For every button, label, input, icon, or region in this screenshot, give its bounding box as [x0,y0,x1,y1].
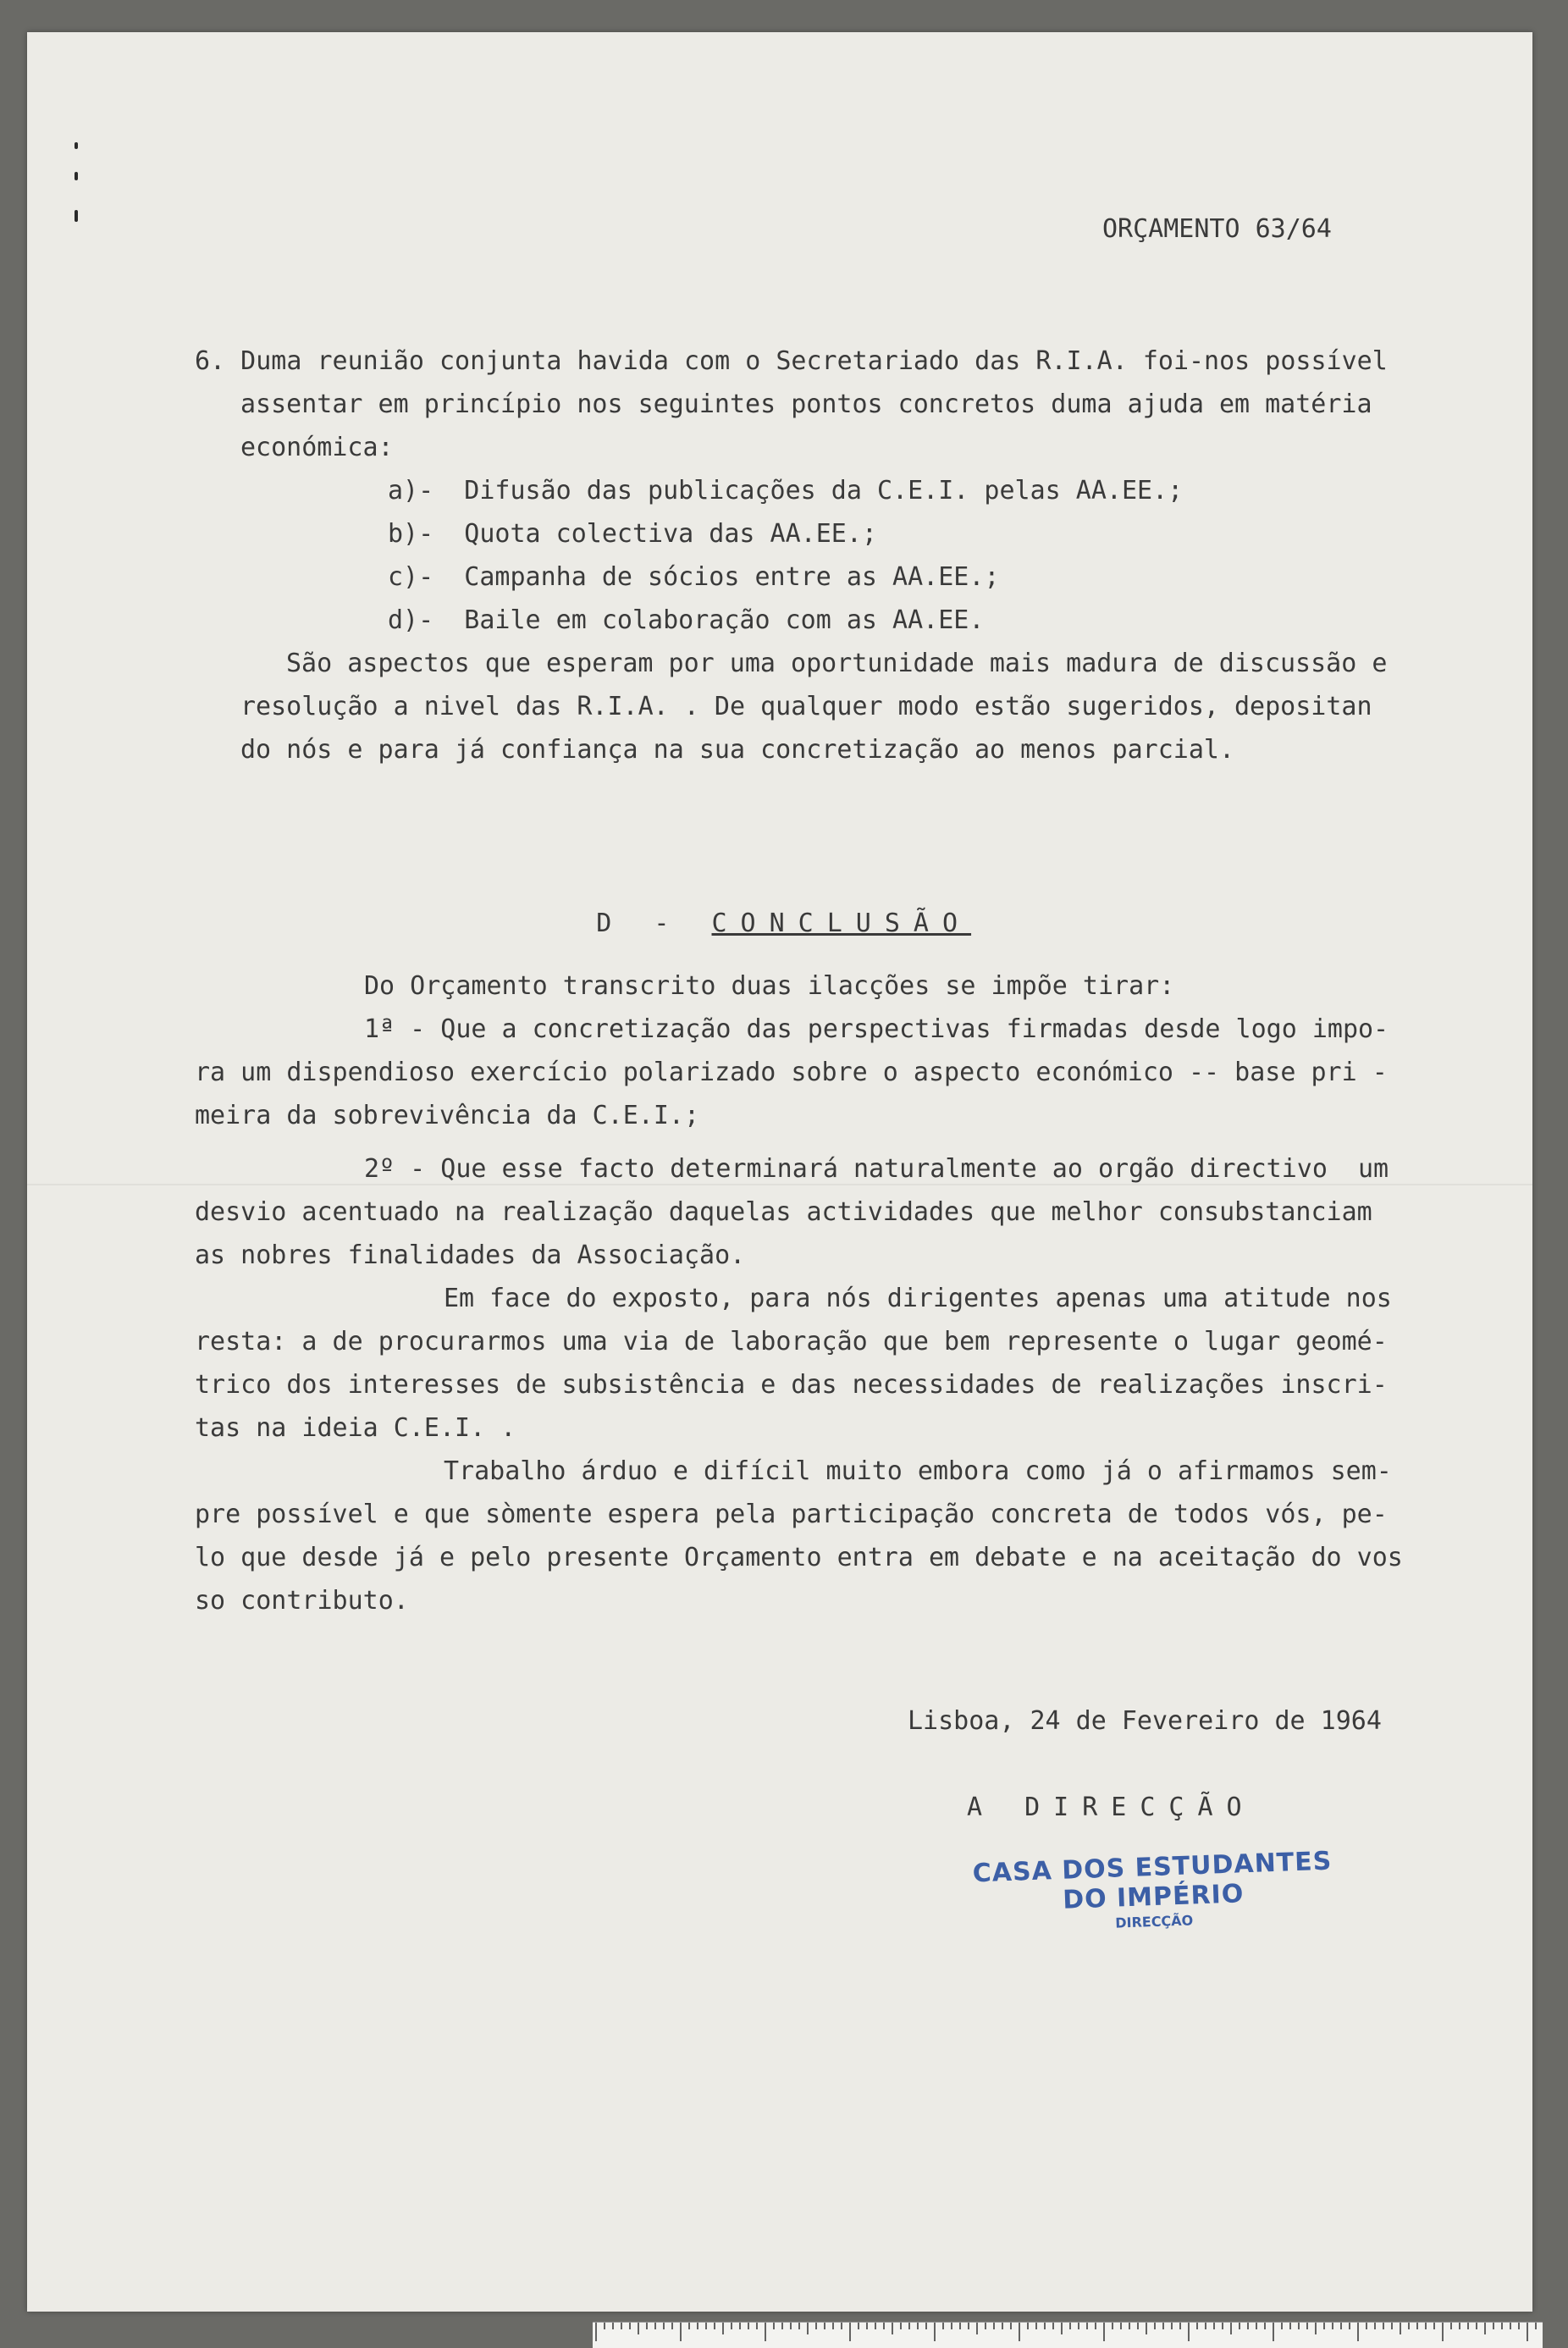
list-item: b)- Quota colectiva das AA.EE.; [388,519,877,549]
conclusion-intro: Do Orçamento transcrito duas ilacções se impõe tirar: [364,971,1175,1001]
page-fold-line [27,1184,1532,1185]
paragraph-line: resolução a nivel das R.I.A. . De qualquer modo estão sugeridos, depositan [240,692,1372,721]
section-6-line: 6. Duma reunião conjunta havida com o Secretariado das R.I.A. foi-nos possível [195,346,1388,376]
heading-title: CONCLUSÃO [711,909,972,938]
paragraph-line: lo que desde já e pelo presente Orçamento entra em debate e na aceitação do vos [195,1543,1403,1572]
paragraph-line: Trabalho árduo e difícil muito embora como já o afirmamos sem- [444,1456,1392,1486]
document-title: ORÇAMENTO 63/64 [1102,214,1332,244]
paragraph-line: trico dos interesses de subsistência e das necessidades de realizações inscri- [195,1370,1388,1400]
heading-prefix: D - [596,909,712,938]
ruler-ticks [593,2323,1543,2348]
paragraph-line: so contributo. [195,1586,409,1616]
stamp-line-1: CASA DOS ESTUDANTES DO IMPÉRIO [972,1846,1333,1915]
paragraph-line: do nós e para já confiança na sua concretização ao menos parcial. [240,735,1234,765]
section-6-line: económica: [240,433,394,462]
paragraph-line: tas na ideia C.E.I. . [195,1413,516,1443]
punch-mark [75,172,78,180]
punch-mark [75,142,78,149]
point-1-line: ra um dispendioso exercício polarizado sobre o aspecto económico -- base pri - [195,1058,1388,1087]
point-2-line: desvio acentuado na realização daquelas actividades que melhor consubstanciam [195,1197,1372,1227]
paragraph-line: resta: a de procurarmos uma via de laboração que bem represente o lugar geomé- [195,1327,1388,1356]
point-2-line: 2º - Que esse facto determinará naturalmente ao orgão directivo um [364,1154,1389,1184]
scale-ruler [593,2322,1543,2348]
section-heading [535,886,971,962]
point-1-line: 1ª - Que a concretização das perspectivas firmadas desde logo impo- [364,1014,1389,1044]
signature: A DIRECÇÃO [967,1793,1256,1822]
paragraph-line: Em face do exposto, para nós dirigentes apenas uma atitude nos [444,1284,1392,1313]
paragraph-line: São aspectos que esperam por uma oportunidade mais madura de discussão e [286,649,1388,678]
document-page [27,32,1532,2312]
section-6-line: assentar em princípio nos seguintes pontos concretos duma ajuda em matéria [240,389,1372,419]
punch-mark [75,210,78,222]
institution-stamp [949,1846,1358,1937]
point-2-line: as nobres finalidades da Associação. [195,1240,746,1270]
date-line: Lisboa, 24 de Fevereiro de 1964 [908,1706,1382,1736]
point-1-line: meira da sobrevivência da C.E.I.; [195,1101,700,1130]
stamp-line-2: DIRECÇÃO [1114,1912,1194,1931]
list-item: d)- Baile em colaboração com as AA.EE. [388,605,985,635]
list-item: a)- Difusão das publicações da C.E.I. pelas AA.EE.; [388,476,1184,506]
list-item: c)- Campanha de sócios entre as AA.EE.; [388,562,1000,592]
paragraph-line: pre possível e que sòmente espera pela participação concreta de todos vós, pe- [195,1500,1388,1529]
